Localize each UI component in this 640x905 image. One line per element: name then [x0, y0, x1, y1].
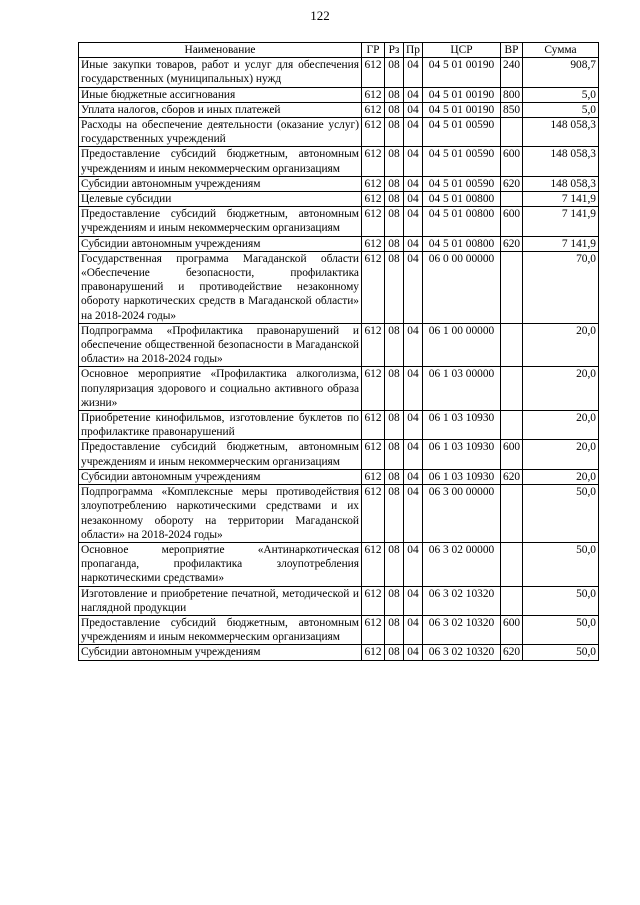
cell-pr: 04 [404, 615, 423, 644]
cell-name: Субсидии автономным учреждениям [79, 645, 362, 660]
cell-rz: 08 [385, 207, 404, 236]
cell-name: Подпрограмма «Профилактика правонарушений и обеспечение общественной безопасности в Магаданской области» на 2018-2024 годы» [79, 323, 362, 367]
cell-csr: 04 5 01 00190 [423, 102, 501, 117]
cell-sum: 20,0 [523, 323, 599, 367]
cell-sum: 7 141,9 [523, 192, 599, 207]
cell-csr: 04 5 01 00590 [423, 147, 501, 176]
cell-rz: 08 [385, 323, 404, 367]
cell-gr: 612 [362, 440, 385, 469]
table-row [79, 58, 599, 87]
cell-sum: 20,0 [523, 411, 599, 440]
cell-vr: 620 [501, 236, 523, 251]
cell-name: Иные бюджетные ассигнования [79, 87, 362, 102]
cell-vr [501, 192, 523, 207]
cell-sum: 908,7 [523, 58, 599, 87]
cell-rz: 08 [385, 147, 404, 176]
page-number: 122 [310, 8, 330, 23]
table-row [79, 176, 599, 191]
cell-gr: 612 [362, 118, 385, 147]
cell-sum: 5,0 [523, 87, 599, 102]
table-row [79, 367, 599, 411]
cell-vr [501, 367, 523, 411]
cell-rz: 08 [385, 118, 404, 147]
cell-sum: 50,0 [523, 645, 599, 660]
cell-name: Субсидии автономным учреждениям [79, 469, 362, 484]
table-row [79, 147, 599, 176]
cell-name: Основное мероприятие «Антинаркотическая пропаганда, профилактика злоупотребления наркотическими средствами» [79, 542, 362, 586]
cell-csr: 04 5 01 00190 [423, 58, 501, 87]
cell-gr: 612 [362, 192, 385, 207]
cell-pr: 04 [404, 440, 423, 469]
cell-rz: 08 [385, 542, 404, 586]
table-row [79, 236, 599, 251]
cell-rz: 08 [385, 176, 404, 191]
cell-csr: 06 1 03 10930 [423, 411, 501, 440]
cell-vr: 620 [501, 176, 523, 191]
cell-gr: 612 [362, 236, 385, 251]
cell-gr: 612 [362, 411, 385, 440]
cell-pr: 04 [404, 236, 423, 251]
header-sum: Сумма [523, 43, 599, 58]
cell-gr: 612 [362, 176, 385, 191]
cell-pr: 04 [404, 251, 423, 323]
cell-gr: 612 [362, 485, 385, 543]
cell-vr [501, 485, 523, 543]
cell-sum: 7 141,9 [523, 236, 599, 251]
cell-rz: 08 [385, 236, 404, 251]
cell-vr: 800 [501, 87, 523, 102]
cell-name: Предоставление субсидий бюджетным, автономным учреждениям и иным некоммерческим организациям [79, 207, 362, 236]
cell-rz: 08 [385, 440, 404, 469]
cell-sum: 148 058,3 [523, 176, 599, 191]
cell-pr: 04 [404, 367, 423, 411]
cell-name: Предоставление субсидий бюджетным, автономным учреждениям и иным некоммерческим организациям [79, 440, 362, 469]
cell-csr: 06 1 03 00000 [423, 367, 501, 411]
table-row [79, 645, 599, 660]
cell-sum: 50,0 [523, 542, 599, 586]
table-row [79, 485, 599, 543]
cell-vr [501, 411, 523, 440]
cell-rz: 08 [385, 367, 404, 411]
cell-gr: 612 [362, 207, 385, 236]
cell-name: Подпрограмма «Комплексные меры противодействия злоупотреблению наркотическими средствами и их незаконному обороту на территории Магаданской области» на 2018-2024 годы» [79, 485, 362, 543]
cell-gr: 612 [362, 542, 385, 586]
cell-name: Изготовление и приобретение печатной, методической и наглядной продукции [79, 586, 362, 615]
cell-vr [501, 118, 523, 147]
table-row [79, 411, 599, 440]
cell-pr: 04 [404, 118, 423, 147]
cell-csr: 04 5 01 00590 [423, 118, 501, 147]
cell-name: Приобретение кинофильмов, изготовление буклетов по профилактике правонарушений [79, 411, 362, 440]
cell-pr: 04 [404, 192, 423, 207]
cell-sum: 70,0 [523, 251, 599, 323]
cell-pr: 04 [404, 411, 423, 440]
cell-rz: 08 [385, 251, 404, 323]
cell-name: Государственная программа Магаданской области «Обеспечение безопасности, профилактика правонарушений и противодействие незаконному обороту наркотических средств в Магаданской области» на 2018-2024 годы» [79, 251, 362, 323]
cell-vr [501, 323, 523, 367]
cell-csr: 06 1 00 00000 [423, 323, 501, 367]
table-row [79, 207, 599, 236]
cell-vr: 600 [501, 615, 523, 644]
cell-vr: 600 [501, 207, 523, 236]
cell-csr: 06 3 02 00000 [423, 542, 501, 586]
cell-rz: 08 [385, 58, 404, 87]
cell-name: Предоставление субсидий бюджетным, автономным учреждениям и иным некоммерческим организациям [79, 615, 362, 644]
cell-rz: 08 [385, 469, 404, 484]
cell-gr: 612 [362, 102, 385, 117]
header-pr: Пр [404, 43, 423, 58]
cell-sum: 5,0 [523, 102, 599, 117]
cell-pr: 04 [404, 87, 423, 102]
cell-vr [501, 586, 523, 615]
cell-vr: 600 [501, 147, 523, 176]
cell-csr: 06 3 00 00000 [423, 485, 501, 543]
cell-vr: 600 [501, 440, 523, 469]
cell-gr: 612 [362, 367, 385, 411]
cell-pr: 04 [404, 176, 423, 191]
cell-gr: 612 [362, 87, 385, 102]
cell-csr: 04 5 01 00800 [423, 192, 501, 207]
cell-rz: 08 [385, 411, 404, 440]
cell-sum: 20,0 [523, 469, 599, 484]
cell-gr: 612 [362, 323, 385, 367]
cell-name: Субсидии автономным учреждениям [79, 176, 362, 191]
cell-pr: 04 [404, 485, 423, 543]
header-gr: ГР [362, 43, 385, 58]
cell-gr: 612 [362, 251, 385, 323]
cell-csr: 04 5 01 00190 [423, 87, 501, 102]
cell-csr: 06 3 02 10320 [423, 645, 501, 660]
cell-pr: 04 [404, 58, 423, 87]
cell-name: Иные закупки товаров, работ и услуг для обеспечения государственных (муниципальных) нужд [79, 58, 362, 87]
cell-name: Основное мероприятие «Профилактика алкоголизма, популяризация здорового и социально активного образа жизни» [79, 367, 362, 411]
table-row [79, 87, 599, 102]
cell-vr: 240 [501, 58, 523, 87]
cell-pr: 04 [404, 469, 423, 484]
table-row [79, 586, 599, 615]
cell-csr: 04 5 01 00590 [423, 176, 501, 191]
cell-sum: 7 141,9 [523, 207, 599, 236]
table-header-row [79, 43, 599, 58]
cell-vr: 620 [501, 469, 523, 484]
cell-pr: 04 [404, 207, 423, 236]
table-row [79, 192, 599, 207]
cell-name: Расходы на обеспечение деятельности (оказание услуг) государственных учреждений [79, 118, 362, 147]
header-rz: Рз [385, 43, 404, 58]
cell-rz: 08 [385, 192, 404, 207]
header-vr: ВР [501, 43, 523, 58]
cell-sum: 50,0 [523, 615, 599, 644]
cell-sum: 20,0 [523, 440, 599, 469]
cell-sum: 50,0 [523, 586, 599, 615]
cell-vr [501, 542, 523, 586]
cell-pr: 04 [404, 147, 423, 176]
table-row [79, 615, 599, 644]
cell-pr: 04 [404, 586, 423, 615]
cell-pr: 04 [404, 323, 423, 367]
cell-csr: 06 1 03 10930 [423, 440, 501, 469]
cell-pr: 04 [404, 102, 423, 117]
cell-rz: 08 [385, 102, 404, 117]
cell-csr: 04 5 01 00800 [423, 236, 501, 251]
table-row [79, 251, 599, 323]
cell-gr: 612 [362, 586, 385, 615]
header-csr: ЦСР [423, 43, 501, 58]
cell-csr: 06 3 02 10320 [423, 615, 501, 644]
cell-name: Предоставление субсидий бюджетным, автономным учреждениям и иным некоммерческим организациям [79, 147, 362, 176]
table-row [79, 323, 599, 367]
cell-name: Уплата налогов, сборов и иных платежей [79, 102, 362, 117]
header-name: Наименование [79, 43, 362, 58]
budget-table [78, 42, 599, 661]
cell-csr: 06 3 02 10320 [423, 586, 501, 615]
table-row [79, 102, 599, 117]
table-row [79, 440, 599, 469]
cell-rz: 08 [385, 615, 404, 644]
cell-rz: 08 [385, 485, 404, 543]
table-row [79, 118, 599, 147]
cell-sum: 148 058,3 [523, 118, 599, 147]
cell-vr [501, 251, 523, 323]
cell-gr: 612 [362, 147, 385, 176]
table-row [79, 469, 599, 484]
cell-rz: 08 [385, 645, 404, 660]
cell-name: Целевые субсидии [79, 192, 362, 207]
cell-gr: 612 [362, 645, 385, 660]
cell-csr: 06 0 00 00000 [423, 251, 501, 323]
cell-vr: 850 [501, 102, 523, 117]
cell-sum: 20,0 [523, 367, 599, 411]
cell-gr: 612 [362, 469, 385, 484]
cell-gr: 612 [362, 615, 385, 644]
cell-pr: 04 [404, 542, 423, 586]
cell-sum: 50,0 [523, 485, 599, 543]
cell-pr: 04 [404, 645, 423, 660]
cell-sum: 148 058,3 [523, 147, 599, 176]
table-row [79, 542, 599, 586]
cell-csr: 06 1 03 10930 [423, 469, 501, 484]
cell-vr: 620 [501, 645, 523, 660]
cell-csr: 04 5 01 00800 [423, 207, 501, 236]
table-body [79, 58, 599, 660]
cell-gr: 612 [362, 58, 385, 87]
cell-name: Субсидии автономным учреждениям [79, 236, 362, 251]
cell-rz: 08 [385, 87, 404, 102]
cell-rz: 08 [385, 586, 404, 615]
